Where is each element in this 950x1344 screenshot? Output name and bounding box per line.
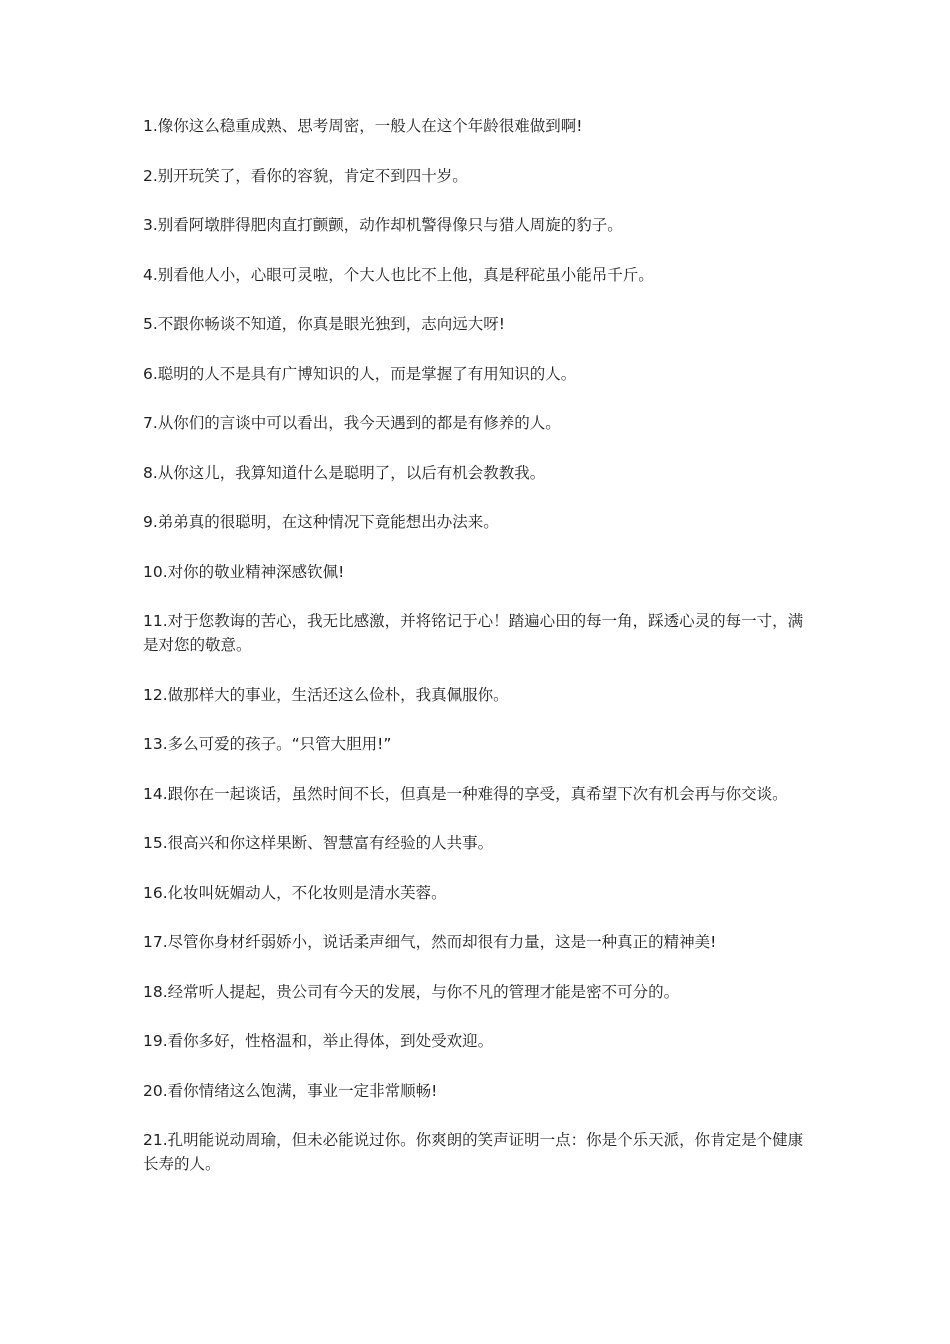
list-item: 17.尽管你身材纤弱娇小，说话柔声细气，然而却很有力量，这是一种真正的精神美!	[143, 933, 717, 951]
list-item: 18.经常听人提起，贵公司有今天的发展，与你不凡的管理才能是密不可分的。	[143, 982, 680, 1001]
list-item: 15.很高兴和你这样果断、智慧富有经验的人共事。	[143, 834, 494, 852]
list-item: 8.从你这儿，我算知道什么是聪明了，以后有机会教教我。	[143, 463, 546, 482]
list-item: 20.看你情绪这么饱满，事业一定非常顺畅!	[143, 1081, 438, 1100]
list-item: 10.对你的敬业精神深感钦佩!	[143, 562, 345, 581]
list-item: 21.孔明能说动周瑜，但未必能说过你。你爽朗的笑声证明一点：你是个乐天派，你肯定是个健康长寿的人。	[143, 1131, 804, 1173]
list-item: 11.对于您教诲的苦心，我无比感激，并将铭记于心！踏遍心田的每一角，踩透心灵的每一寸，满是对您的敬意。	[143, 612, 804, 654]
list-item: 7.从你们的言谈中可以看出，我今天遇到的都是有修养的人。	[143, 414, 561, 432]
list-item: 3.别看阿墩胖得肥肉直打颤颤，动作却机警得像只与猎人周旋的豹子。	[143, 216, 623, 234]
list-item: 5.不跟你畅谈不知道，你真是眼光独到，志向远大呀!	[143, 315, 506, 333]
list-item: 16.化妆叫妩媚动人，不化妆则是清水芙蓉。	[143, 883, 447, 902]
list-item: 12.做那样大的事业，生活还这么俭朴，我真佩服你。	[143, 685, 509, 704]
list-item: 4.别看他人小，心眼可灵啦，个大人也比不上他，真是秤砣虽小能吊千斤。	[143, 265, 654, 284]
list-item: 6.聪明的人不是具有广博知识的人，而是掌握了有用知识的人。	[143, 364, 577, 383]
list-item: 13.多么可爱的孩子。“只管大胆用!”	[143, 735, 392, 753]
list-item: 19.看你多好，性格温和，举止得体，到处受欢迎。	[143, 1032, 494, 1050]
list-item: 14.跟你在一起谈话，虽然时间不长，但真是一种难得的享受，真希望下次有机会再与你交谈。	[143, 784, 788, 803]
list-item: 1.像你这么稳重成熟、思考周密，一般人在这个年龄很难做到啊!	[143, 117, 583, 135]
list-item: 9.弟弟真的很聪明，在这种情况下竟能想出办法来。	[143, 513, 499, 531]
document-content	[143, 114, 807, 1202]
list-item: 2.别开玩笑了，看你的容貌，肯定不到四十岁。	[143, 166, 468, 185]
